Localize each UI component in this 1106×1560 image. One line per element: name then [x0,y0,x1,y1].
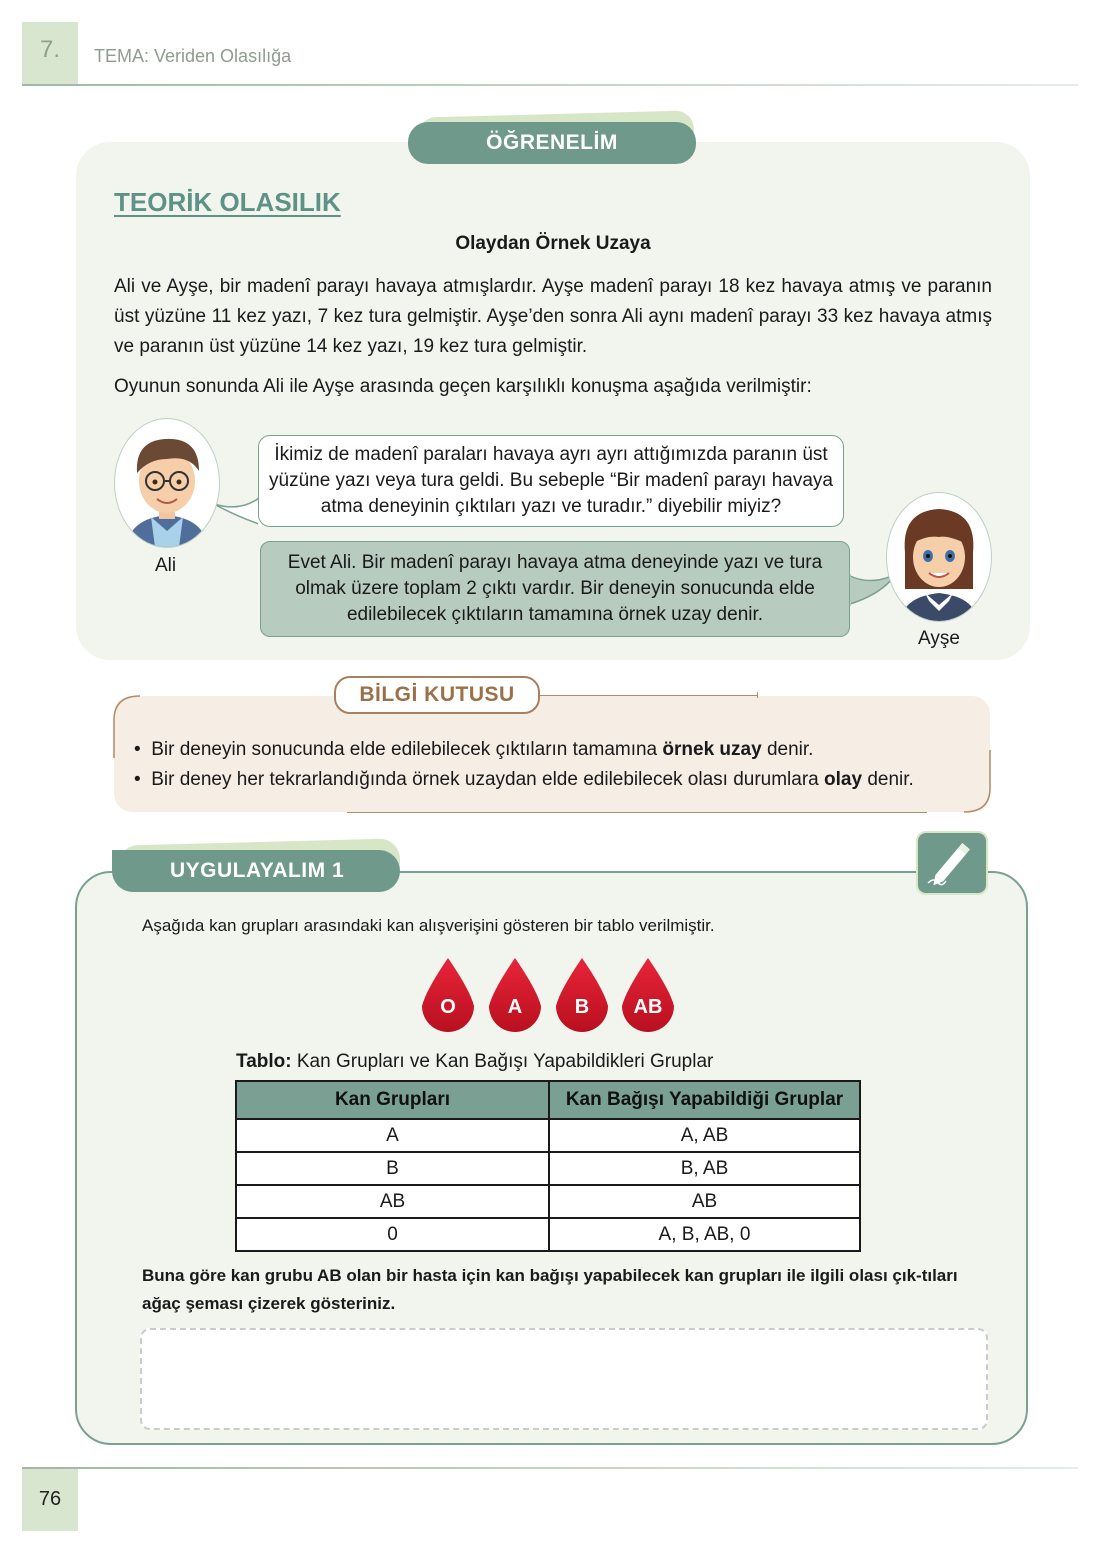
header-rule [22,84,1078,86]
bullet: • [134,769,152,790]
ali-name: Ali [155,555,177,576]
svg-text:A: A [507,996,523,1018]
answer-area[interactable] [140,1328,988,1430]
ayse-speech-bubble: Evet Ali. Bir madenî parayı havaya atma deneyinde yazı ve tura olmak üzere toplam 2 çıktı vardır. Bir deneyin sonucunda elde edilebilecek çıktıların tamamına örnek uzay denir. [260,541,850,637]
chapter-number: 7. [39,36,60,63]
ali-speech-bubble: İkimiz de madenî paraları havaya ayrı ayrı attığımızda paranın üst yüzüne yazı veya tura geldi. Bu sebeple “Bir madenî parayı havaya atma deneyinin çıktıları yazı ve turadır.” diyebilir miyiz? [258,435,844,527]
table-caption: Tablo: Kan Grupları ve Kan Bağışı Yapabildikleri Gruplar [236,1051,714,1072]
table-header-cell: Kan Bağışı Yapabildiği Gruplar [549,1081,860,1119]
ayse-name: Ayşe [918,628,960,649]
section-subtitle: Olaydan Örnek Uzaya [455,233,651,254]
svg-text:AB: AB [633,996,663,1018]
ali-avatar [114,418,220,548]
blood-drop-icon [489,958,541,1032]
theme-title: TEMA: Veriden Olasılığa [94,46,292,66]
table-cell: A, AB [549,1119,860,1152]
dialogue-intro: Oyunun sonunda Ali ile Ayşe arasında geçen karşılıklı konuşma aşağıda verilmiştir: [114,376,812,397]
page-number: 76 [38,1488,62,1510]
table-cell: AB [549,1185,860,1218]
table-row [236,1152,860,1185]
table-cell: AB [236,1185,549,1218]
table-row [236,1185,860,1218]
table-row [236,1218,860,1251]
table-cell: A [236,1119,549,1152]
blood-drop-icons [420,956,680,1040]
info-box-bottom-line [347,812,927,813]
table-row [236,1119,860,1152]
bullet: • [134,739,152,760]
svg-text:B: B [574,996,590,1018]
footer-rule [22,1467,1078,1469]
info-box-right-bracket [960,748,994,814]
table-cell: 0 [236,1218,549,1251]
question-text: Buna göre kan grubu AB olan bir hasta için kan bağışı yapabilecek kan grupları ile ilgili olası çık-tıları ağaç şeması çizerek gösteriniz. [142,1266,958,1313]
learn-tab: ÖĞRENELİM [408,122,696,164]
svg-text:O: O [440,996,456,1018]
info-box-top-tick [757,692,758,698]
table-cell: B, AB [549,1152,860,1185]
ayse-avatar [886,492,992,622]
blood-drop-icon [622,958,674,1032]
section-title: TEORİK OLASILIK [114,187,341,217]
info-box-top-line [540,695,758,696]
blood-drop-icon [422,958,474,1032]
table-cell: A, B, AB, 0 [549,1218,860,1251]
intro-paragraph: Ali ve Ayşe, bir madenî parayı havaya atmışlardır. Ayşe madenî parayı 18 kez havaya atmış ve paranın üst yüzüne 11 kez yazı, 7 kez tura gelmiştir. Ayşe’den sonra Ali aynı madenî parayı 33 kez havaya atmış ve paranın üst yüzüne 14 kez yazı, 19 kez tura gelmiştir. [114,276,992,357]
info-item: • Bir deneyin sonucunda elde edilebilecek çıktıların tamamına örnek uzay denir. [134,739,814,760]
practice-intro: Aşağıda kan grupları arasındaki kan alışverişini gösteren bir tablo verilmiştir. [142,916,715,935]
blood-table [235,1080,861,1252]
info-item: • Bir deney her tekrarlandığında örnek uzaydan elde edilebilecek olası durumlara olay denir. [134,769,914,790]
table-header-row [236,1081,860,1119]
info-box-tab: BİLGİ KUTUSU [334,676,540,714]
table-header-cell: Kan Grupları [236,1081,549,1119]
table-cell: B [236,1152,549,1185]
blood-drop-icon [556,958,608,1032]
pencil-icon [916,831,988,895]
practice-tab: UYGULAYALIM 1 [112,850,400,892]
blood-drops [420,956,680,1040]
